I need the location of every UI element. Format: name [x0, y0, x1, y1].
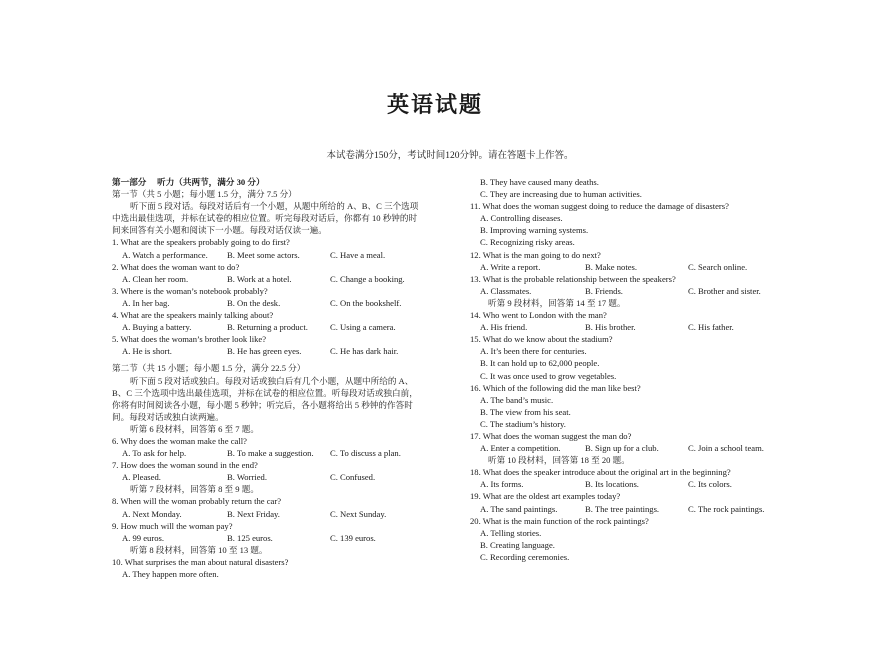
option-b: B. Creating language. [480, 539, 555, 550]
option-b: B. Friends. [585, 285, 623, 296]
page-title: 英语试题 [386, 92, 483, 117]
question-options [112, 273, 442, 285]
section-intro-line: 中选出最佳选项，并标在试卷的相应位置。听完每段对话后，你都有 10 秒钟的时 [112, 213, 418, 224]
material-note: 听第 10 段材料，回答第 18 至 20 题。 [488, 455, 630, 466]
question-text: 16. Which of the following did the man like best? [470, 382, 641, 393]
option-c: C. Brother and sister. [688, 285, 761, 296]
option-a: A. The sand paintings. [480, 503, 558, 514]
option-c: C. The rock paintings. [688, 503, 765, 514]
question-options [470, 442, 790, 454]
option-b: B. His brother. [585, 322, 636, 333]
option-a: A. Enter a competition. [480, 443, 561, 454]
option-b: B. He has green eyes. [227, 346, 302, 357]
option-b: B. The view from his seat. [480, 406, 571, 417]
option-b: B. Worried. [227, 472, 267, 483]
question-options [112, 345, 442, 357]
option-c: C. On the bookshelf. [330, 297, 402, 308]
option-a: A. His friend. [480, 322, 528, 333]
section-intro-line: B、C 三个选项中选出最佳选项，并标在试卷的相应位置。听每段对话或独白前， [112, 387, 418, 398]
exam-instructions: 本试卷满分150分，考试时间120分钟。请在答题卡上作答。 [326, 151, 574, 161]
question-text: 4. What are the speakers mainly talking about? [112, 310, 274, 321]
option-b: B. Work at a hotel. [227, 273, 292, 284]
option-b: B. 125 euros. [227, 532, 273, 543]
option-b: B. Meet some actors. [227, 249, 300, 260]
left-column [112, 176, 442, 580]
option-b: B. To make a suggestion. [227, 448, 314, 459]
section-intro-line: 听下面 5 段对话。每段对话后有一个小题，从题中所给的 A、B、C 三个选项 [130, 201, 419, 212]
question-options [112, 249, 442, 261]
question-options [470, 478, 790, 490]
option-a: A. Buying a battery. [122, 322, 192, 333]
question-options [470, 503, 790, 515]
question-text: 1. What are the speakers probably going to do first? [112, 237, 290, 248]
option-a: A. Controlling diseases. [480, 213, 563, 224]
option-c: C. Have a meal. [330, 249, 386, 260]
question-text: 13. What is the probable relationship between the speakers? [470, 273, 676, 284]
question-text: 3. Where is the woman’s notebook probably? [112, 285, 268, 296]
question-text: 14. Who went to London with the man? [470, 310, 607, 321]
question-options [470, 321, 790, 333]
option-b: B. Sign up for a club. [585, 443, 659, 454]
question-options [112, 508, 442, 520]
question-text: 17. What does the woman suggest the man do? [470, 430, 632, 441]
section-heading: 第二节（共 15 小题；每小题 1.5 分，满分 22.5 分） [112, 363, 306, 374]
question-text: 11. What does the woman suggest doing to reduce the damage of disasters? [470, 201, 729, 212]
option-a: A. He is short. [122, 346, 172, 357]
question-text: 6. Why does the woman make the call? [112, 435, 247, 446]
section-intro-line: 间。每段对话或独白读两遍。 [112, 411, 224, 422]
question-text: 10. What surprises the man about natural disasters? [112, 556, 289, 567]
question-options [112, 447, 442, 459]
option-a: A. They happen more often. [122, 569, 219, 579]
question-text: 20. What is the main function of the rock paintings? [470, 515, 649, 526]
section-heading: 第一节（共 5 小题；每小题 1.5 分，满分 7.5 分） [112, 189, 297, 200]
question-text: 19. What are the oldest art examples today? [470, 491, 621, 502]
question-text: 18. What does the speaker introduce about the original art in the beginning? [470, 467, 731, 478]
question-options [112, 321, 442, 333]
option-c: C. The stadium’s history. [480, 418, 566, 429]
material-note: 听第 8 段材料，回答第 10 至 13 题。 [130, 544, 268, 555]
question-text: 2. What does the woman want to do? [112, 261, 240, 272]
option-b: B. Its locations. [585, 479, 639, 490]
section-intro-line: 间来回答有关小题和阅读下一小题。每段对话仅读一遍。 [112, 225, 327, 236]
option-c: C. Its colors. [688, 479, 732, 490]
question-options [112, 471, 442, 483]
question-options [470, 285, 790, 297]
option-b: B. Returning a product. [227, 322, 308, 333]
option-c: C. 139 euros. [330, 532, 376, 543]
option-b: B. Next Friday. [227, 508, 280, 519]
option-c: C. Search online. [688, 261, 748, 272]
option-b: B. It can hold up to 62,000 people. [480, 358, 600, 369]
question-text: 8. When will the woman probably return the car? [112, 496, 282, 507]
option-b: B. They have caused many deaths. [480, 177, 599, 187]
section-intro-line: 听下面 5 段对话或独白。每段对话或独白后有几个小题，从题中所给的 A、 [130, 375, 414, 386]
option-b: B. Make notes. [585, 261, 638, 272]
question-text: 9. How much will the woman pay? [112, 520, 233, 531]
right-column [470, 176, 790, 563]
option-a: A. Telling stories. [480, 527, 542, 538]
option-a: A. The band’s music. [480, 394, 554, 405]
section-intro-line: 你将有时间阅读各小题，每小题 5 秒钟；听完后，各小题将给出 5 秒钟的作答时 [112, 399, 413, 410]
option-a: A. It’s been there for centuries. [480, 346, 587, 357]
part-heading: 第一部分 听力（共两节，满分 30 分） [112, 177, 265, 187]
option-a: A. Classmates. [480, 285, 532, 296]
question-text: 12. What is the man going to do next? [470, 249, 601, 260]
option-c: C. To discuss a plan. [330, 448, 401, 459]
option-c: C. His father. [688, 322, 734, 333]
question-text: 5. What does the woman’s brother look like? [112, 334, 267, 345]
material-note: 听第 9 段材料，回答第 14 至 17 题。 [488, 297, 626, 308]
option-c: C. Recording ceremonies. [480, 551, 570, 562]
question-text: 7. How does the woman sound in the end? [112, 460, 258, 471]
option-a: A. Its forms. [480, 479, 524, 490]
question-options [112, 532, 442, 544]
option-c: C. Confused. [330, 472, 376, 483]
option-c: C. It was once used to grow vegetables. [480, 370, 617, 381]
option-c: C. Change a booking. [330, 273, 405, 284]
option-a: A. In her bag. [122, 297, 170, 308]
option-c: C. Join a school team. [688, 443, 764, 454]
option-a: A. 99 euros. [122, 532, 165, 543]
option-a: A. Clean her room. [122, 273, 189, 284]
option-b: B. The tree paintings. [585, 503, 660, 514]
option-a: A. Watch a performance. [122, 249, 208, 260]
option-c: C. They are increasing due to human activities. [480, 189, 642, 200]
option-a: A. To ask for help. [122, 448, 187, 459]
question-text: 15. What do we know about the stadium? [470, 334, 613, 345]
option-a: A. Next Monday. [122, 508, 182, 519]
question-options [470, 261, 790, 273]
question-options [112, 297, 442, 309]
option-c: C. He has dark hair. [330, 346, 399, 357]
option-c: C. Recognizing risky areas. [480, 237, 575, 248]
material-note: 听第 7 段材料，回答第 8 至 9 题。 [130, 484, 259, 495]
option-b: B. Improving warning systems. [480, 225, 589, 236]
option-c: C. Using a camera. [330, 322, 396, 333]
option-a: A. Pleased. [122, 472, 161, 483]
option-b: B. On the desk. [227, 297, 281, 308]
material-note: 听第 6 段材料，回答第 6 至 7 题。 [130, 423, 259, 434]
option-a: A. Write a report. [480, 261, 541, 272]
option-c: C. Next Sunday. [330, 508, 387, 519]
